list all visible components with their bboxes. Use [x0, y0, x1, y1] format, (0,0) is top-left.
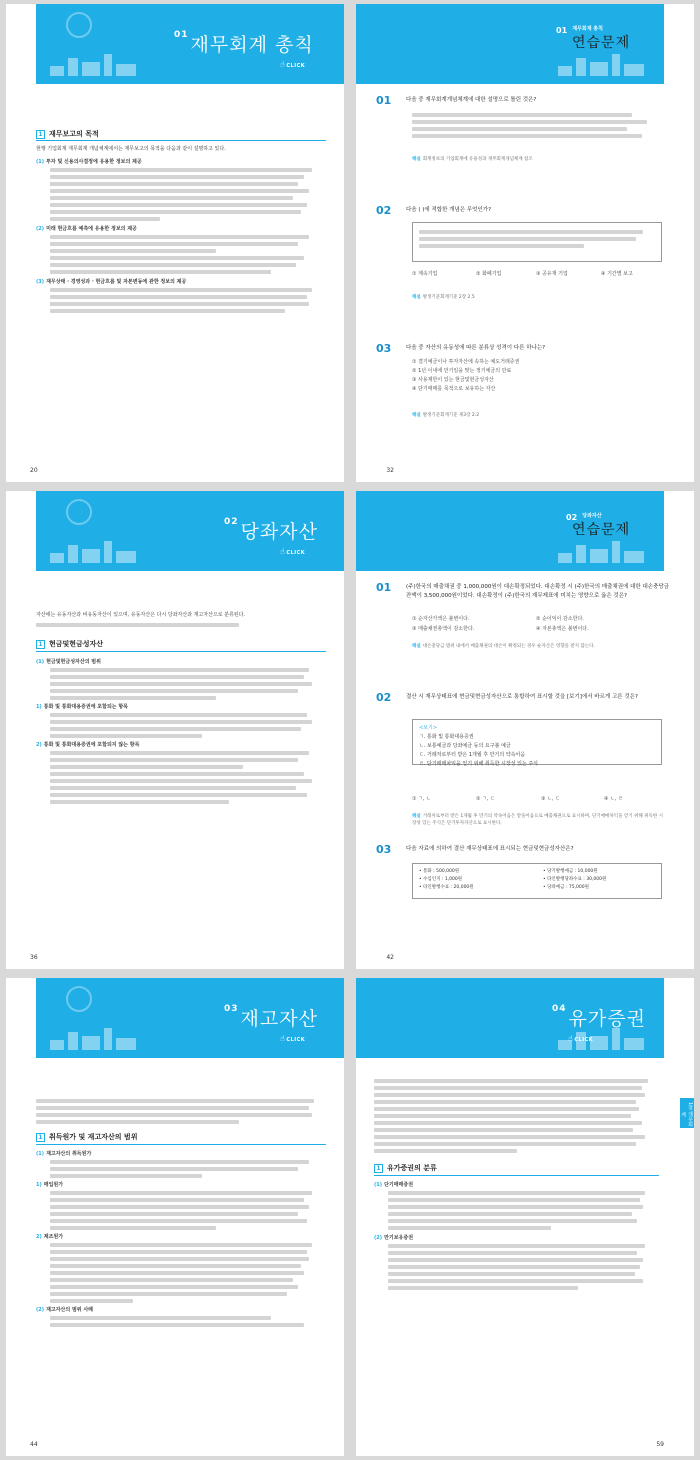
subsection: 1) 매입원가 — [36, 1181, 326, 1230]
building-illustration — [46, 48, 146, 78]
question-box — [412, 222, 662, 262]
content — [36, 611, 326, 806]
text-block — [36, 288, 326, 313]
intro-text: 현행 기업회계 재무회계 개념체계에서는 재무보고의 목적을 다음과 같이 설명하고 있다. — [36, 146, 226, 152]
subsection: (1) 재고자산의 취득원가 — [36, 1150, 326, 1178]
question-text: 다음 자료에 의하여 결산 재무상태표에 표시되는 현금및현금성자산은? — [406, 846, 574, 852]
building-illustration — [554, 535, 654, 565]
question-text: (주)한국의 매출채권 중 1,000,000원이 대손확정되었다. 대손확정 시 (주)한국의 매출채권에 대한 대손충당금 잔액이 3,500,000원이었다. 대손확정이 (주)한국의 재무제표에 미치는 영향으로 옳은 것은? — [406, 584, 670, 599]
circle-decoration — [66, 12, 92, 38]
intro-text — [36, 1099, 326, 1124]
choice[interactable]: ② 순이익이 감소한다. — [536, 616, 584, 622]
chapter-title: 연습문제 — [572, 35, 631, 51]
subsection-title: (1) 투자 및 신용의사결정에 유용한 정보의 제공 — [36, 159, 142, 165]
chapter-side-tab[interactable]: 1장 재무회계 — [680, 1098, 694, 1128]
chapter-number: 04 — [552, 1004, 567, 1014]
building-illustration — [46, 1022, 146, 1052]
section-title: 1 유가증권의 분류 — [374, 1163, 659, 1173]
answer-options — [412, 110, 662, 140]
choice[interactable]: ③ 사용제한이 있는 현금및현금성자산 — [412, 377, 494, 383]
page-20 — [6, 4, 344, 482]
subsection: (2) 만기보유증권 — [374, 1234, 659, 1290]
text-block — [36, 168, 326, 221]
question-text: 다음 중 자산의 유동성에 따른 분류상 성격이 다른 하나는? — [406, 345, 546, 351]
question-number: 01 — [376, 94, 392, 107]
chapter-label: 01 재무회계 총칙 — [556, 26, 603, 35]
chapter-title: $^{02}$ 당좌자산 — [224, 517, 318, 543]
page-number: 59 — [656, 1441, 664, 1448]
subsection: (2) 재고자산의 범위 사례 — [36, 1306, 326, 1327]
question-number: 03 — [376, 342, 392, 355]
subsection-title: (3) 재무상태 · 경영성과 · 현금흐름 및 자본변동에 관한 정보의 제공 — [36, 279, 187, 285]
click-tag[interactable]: ☝CLICK — [280, 1034, 306, 1043]
building-illustration — [554, 48, 654, 78]
choice[interactable]: ③ 공유재 기업 — [536, 271, 568, 277]
page-number: 36 — [30, 954, 38, 961]
choice[interactable]: ③ 매출채권총액이 감소한다. — [412, 626, 475, 632]
circle-decoration — [66, 499, 92, 525]
page-59 — [356, 978, 694, 1456]
chapter-number: 03 — [224, 1004, 239, 1014]
choice[interactable]: ③ ㄴ, ㄷ — [541, 796, 560, 802]
section — [36, 129, 326, 315]
chapter-label: 02 당좌자산 — [566, 513, 602, 522]
choice[interactable]: ② 화폐기업 — [476, 271, 502, 277]
pointer-hand-icon: ☝ — [280, 60, 286, 69]
page-32 — [356, 4, 694, 482]
choice[interactable]: ① 계속기업 — [412, 271, 438, 277]
hint: 해설 발생기준회계기준 제3장 2.2 — [412, 413, 480, 418]
chapter-banner — [356, 978, 664, 1058]
content — [36, 1096, 326, 1329]
subsection — [36, 225, 326, 274]
chapter-title: 연습문제 — [572, 522, 631, 538]
chapter-banner — [356, 4, 664, 84]
intro-text — [374, 1079, 659, 1153]
subsection: 1) 통화 및 통화대용증권에 포함되는 항목 — [36, 703, 326, 738]
choice[interactable]: ② 1년 이내에 만기일을 맞는 정기예금의 만료 — [412, 368, 512, 374]
page-42 — [356, 491, 694, 969]
choice[interactable]: ④ 자본총액은 불변이다. — [536, 626, 589, 632]
page-spread — [6, 4, 694, 1456]
choice[interactable]: ① 결기예금이나 투자자산에 속하는 예도거래증권 — [412, 359, 520, 365]
chapter-banner — [36, 978, 344, 1058]
chapter-banner — [36, 491, 344, 571]
hint: 해설 발생기준회계기준 2장 2.5 — [412, 295, 475, 300]
page-44 — [6, 978, 344, 1456]
chapter-banner — [356, 491, 664, 571]
text-block — [36, 235, 326, 274]
choice[interactable]: ④ 단기매매를 목적으로 보유하는 자산 — [412, 386, 496, 392]
chapter-number: 02 — [224, 517, 239, 527]
page-36 — [6, 491, 344, 969]
hint: 해설 대손충당금 범위 내에서 매출채권의 대손이 확정되는 경우 순자산은 영향을 받지 않는다. — [412, 644, 595, 649]
question-text: 결산 시 재무상태표에 현금및현금성자산으로 통합하여 표시할 것을 [보기]에서 바르게 고른 것은? — [406, 694, 638, 700]
divider — [36, 140, 326, 141]
choice[interactable]: ① ㄱ, ㄴ — [412, 796, 431, 802]
page-number: 20 — [30, 467, 38, 474]
question-text: 다음 중 재무회계개념체계에 대한 설명으로 틀린 것은? — [406, 97, 537, 103]
click-tag[interactable]: ☝CLICK — [568, 1034, 594, 1043]
click-tag[interactable]: ☝CLICK — [280, 547, 306, 556]
question-number: 01 — [376, 581, 392, 594]
page-number: 42 — [386, 954, 394, 961]
chapter-banner — [36, 4, 344, 84]
intro-text: 자산에는 유동자산과 비유동자산이 있으며, 유동자산은 다시 당좌자산과 재고자산으로 분류된다. — [36, 612, 246, 618]
question-number: 02 — [376, 691, 392, 704]
section-title: 1 현금및현금성자산 — [36, 639, 326, 649]
chapter-title: $^{04}$ 유가증권 — [552, 1004, 646, 1030]
question-number: 03 — [376, 843, 392, 856]
chapter-number: 01 — [174, 30, 189, 40]
subsection: 2) 제조원가 — [36, 1233, 326, 1303]
data-box: • 통화 : 500,000원 • 수입인지 : 1,000원 • 타인발행수표 : 20,000원 • 당기발행예금 : 10,000원 • 타인발행당좌수표 : 30,000원 • 당좌예금 : 75,000원 — [412, 863, 662, 899]
pointer-hand-icon: ☝ — [568, 1034, 574, 1043]
section-title: 1 재무보고의 목적 — [36, 129, 326, 139]
page-number: 44 — [30, 1441, 38, 1448]
subsection — [36, 158, 326, 221]
question-text: 다음 ( )에 적합한 개념은 무엇인가? — [406, 207, 492, 213]
hint: 해설 거래처로부터 받은 1개월 후 만기의 약속어음은 받을어음으로 매출채권으로 표시하며, 단기매매차익을 얻기 위해 취득한 시장성 있는 주식은 단기투자자산으로 표시한다. — [412, 814, 663, 826]
pointer-hand-icon: ☝ — [280, 1034, 286, 1043]
question-number: 02 — [376, 204, 392, 217]
subsection-title: (2) 미래 현금흐름 예측에 유용한 정보의 제공 — [36, 226, 137, 232]
choice[interactable]: ④ 기간별 보고 — [601, 271, 633, 277]
choice[interactable]: ① 순자산가액은 불변이다. — [412, 616, 470, 622]
chapter-title: $^{03}$ 재고자산 — [224, 1004, 318, 1030]
chapter-title: $^{01}$ 재무회계 총칙 — [174, 30, 314, 56]
hint: 해설 회계정보의 기업회계에 유용성과 재무회계개념체계 참조 — [412, 157, 533, 162]
subsection: (1) 단기매매증권 — [374, 1181, 659, 1230]
building-illustration — [46, 535, 146, 565]
page-number: 32 — [386, 467, 394, 474]
click-tag[interactable]: ☝CLICK — [280, 60, 306, 69]
divider — [36, 1144, 326, 1145]
divider — [374, 1175, 659, 1176]
subsection: 2) 통화 및 통화대용증권에 포함되지 않는 항목 — [36, 741, 326, 804]
subsection — [36, 278, 326, 313]
circle-decoration — [66, 986, 92, 1012]
divider — [36, 651, 326, 652]
choice[interactable]: ② ㄱ, ㄷ — [476, 796, 495, 802]
subsection: (1) 현금및현금성자산의 범위 — [36, 658, 326, 700]
content — [374, 1076, 659, 1292]
section-title: 1 취득원가 및 재고자산의 범위 — [36, 1132, 326, 1142]
pointer-hand-icon: ☝ — [280, 547, 286, 556]
example-box: <보기> ㄱ. 통화 및 통화대용증권 ㄴ. 보통예금과 당좌예금 등의 요구불 예금 ㄷ. 거래처로부터 받은 1개월 후 만기의 약속어음 ㄹ. 단기매매차익을 얻기 위해 취득한 시장성 있는 주식 — [412, 719, 662, 765]
choice[interactable]: ④ ㄴ, ㄹ — [604, 796, 623, 802]
